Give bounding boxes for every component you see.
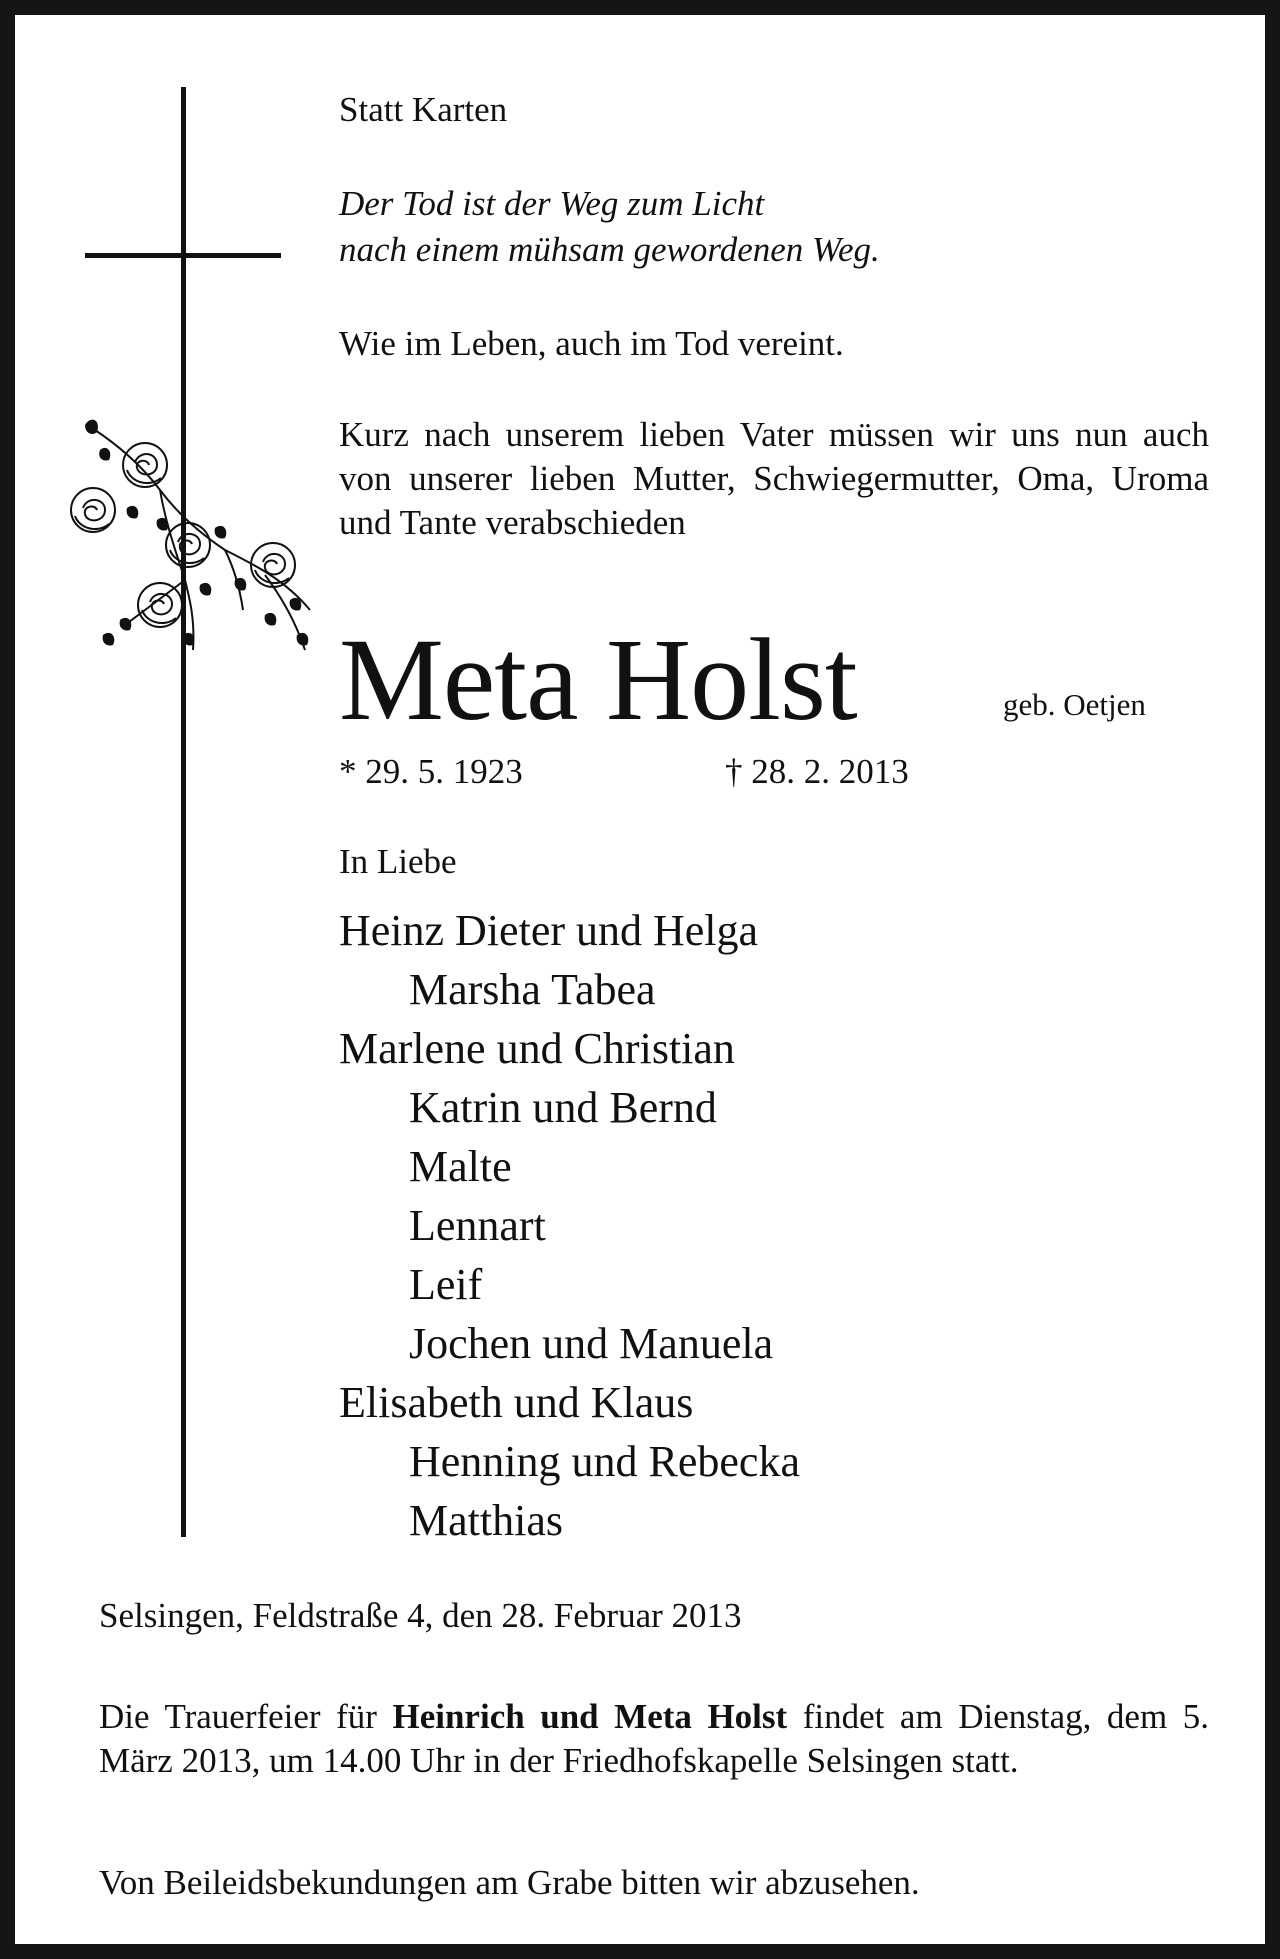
birth-date: * 29. 5. 1923 (339, 752, 523, 791)
funeral-notice (99, 1695, 1209, 1783)
birth-name: geb. Oetjen (1003, 687, 1146, 722)
family-member: Heinz Dieter und Helga (339, 906, 759, 955)
family-member: Matthias (409, 1496, 563, 1545)
rose-branch-icon (65, 410, 335, 680)
funeral-notice-end: findet am Dienstag, dem 5. März 2013, um 14.00 Uhr in der Friedhofskapelle Selsingen statt. (99, 1697, 1209, 1780)
family-member: Katrin und Bernd (409, 1083, 717, 1132)
family-list (339, 901, 800, 1550)
quote-line-1: Der Tod ist der Weg zum Licht (339, 184, 765, 223)
family-member: Marlene und Christian (339, 1024, 735, 1073)
motto-text: Wie im Leben, auch im Tod vereint. (339, 324, 844, 363)
in-love-label: In Liebe (339, 842, 457, 881)
funeral-notice-start: Die Trauerfeier für (99, 1697, 393, 1736)
family-member: Lennart (409, 1201, 546, 1250)
address-date-line: Selsingen, Feldstraße 4, den 28. Februar 2013 (99, 1596, 742, 1635)
cross-icon-vertical-bar (181, 87, 186, 1537)
funeral-notice-names: Heinrich und Meta Holst (392, 1697, 788, 1736)
announcement-paragraph: Kurz nach unserem lieben Vater müssen wir uns nun auch von unserer lieben Mutter, Schwiegermutter, Oma, Uroma und Tante verabschieden (339, 415, 1209, 542)
closing-note: Von Beileidsbekundungen am Grabe bitten wir abzusehen. (99, 1863, 920, 1902)
family-member: Elisabeth und Klaus (339, 1378, 694, 1427)
family-member: Henning und Rebecka (409, 1437, 800, 1486)
statt-karten-label: Statt Karten (339, 90, 508, 129)
family-member: Marsha Tabea (409, 965, 656, 1014)
family-member: Malte (409, 1142, 512, 1191)
cross-icon-horizontal-bar (85, 253, 281, 258)
death-date: † 28. 2. 2013 (725, 752, 909, 791)
family-member: Leif (409, 1260, 483, 1309)
deceased-name: Meta Holst (339, 614, 857, 745)
family-member: Jochen und Manuela (409, 1319, 774, 1368)
quote-line-2: nach einem mühsam gewordenen Weg. (339, 230, 880, 269)
